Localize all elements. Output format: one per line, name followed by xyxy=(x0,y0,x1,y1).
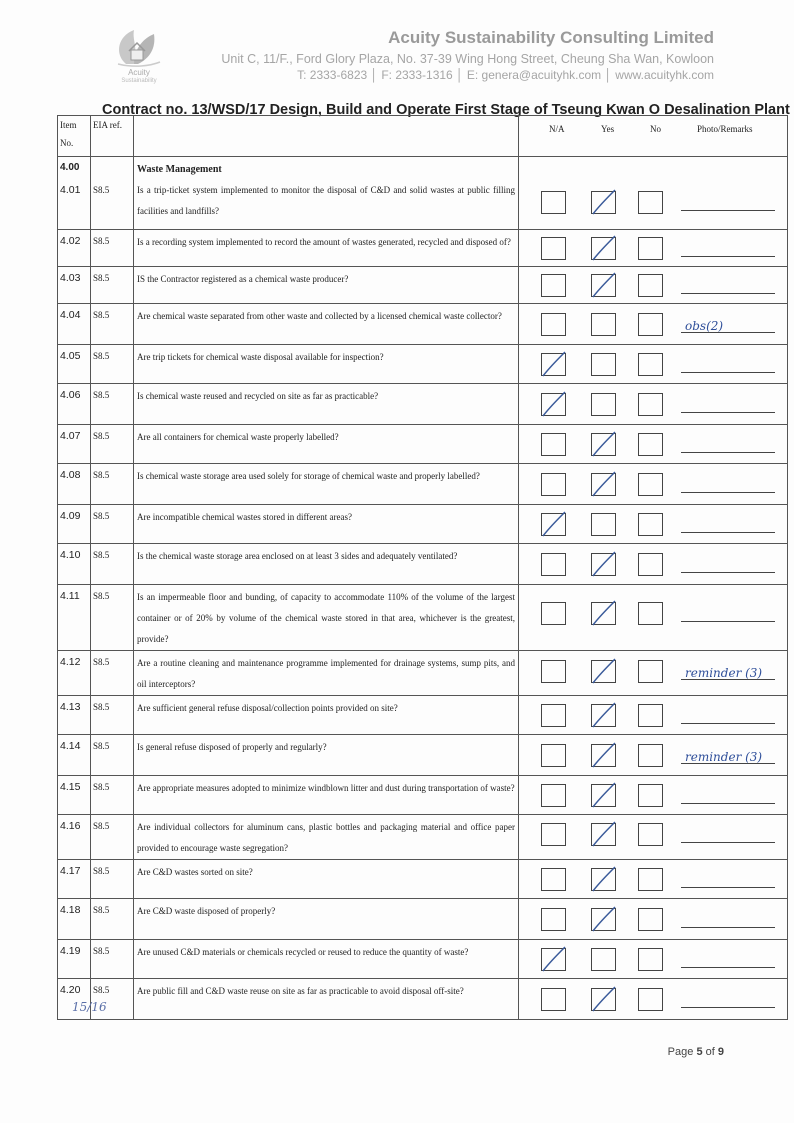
handwritten-remark: reminder (3) xyxy=(685,749,763,764)
question-text: Are appropriate measures adopted to minimize windblown litter and dust during transportation of waste? xyxy=(137,783,515,793)
checkbox-no[interactable] xyxy=(638,823,663,846)
answer-cell xyxy=(519,815,788,860)
table-row xyxy=(58,230,788,267)
item-number: 4.13 xyxy=(60,701,81,713)
question-cell xyxy=(134,157,519,230)
handwritten-note: 15/16 xyxy=(72,1000,107,1014)
company-name: Acuity Sustainability Consulting Limited xyxy=(388,28,714,47)
handwritten-tick-icon xyxy=(589,232,623,264)
question-cell xyxy=(134,544,519,585)
item-number-cell xyxy=(58,157,91,230)
question-cell xyxy=(134,899,519,940)
question-text: Is an impermeable floor and bunding, of capacity to accommodate 110% of the volume of the largest container or of 20% by volume of the chemical waste stored in that area, whichever is the greatest, provide? xyxy=(137,592,515,644)
answer-cell xyxy=(519,464,788,505)
handwritten-tick-icon xyxy=(589,903,623,935)
eia-ref: S8.5 xyxy=(93,905,110,915)
table-row xyxy=(58,157,788,230)
answer-cell xyxy=(519,940,788,979)
section-title: Waste Management xyxy=(137,164,222,175)
checkbox-yes[interactable] xyxy=(591,513,616,536)
eia-ref: S8.5 xyxy=(93,550,110,560)
question-cell xyxy=(134,585,519,651)
eia-ref: S8.5 xyxy=(93,185,110,195)
checkbox-no[interactable] xyxy=(638,237,663,260)
eia-ref: S8.5 xyxy=(93,470,110,480)
handwritten-tick-icon xyxy=(589,818,623,850)
checkbox-no[interactable] xyxy=(638,988,663,1011)
checkbox-na[interactable] xyxy=(541,433,566,456)
item-header-line2: No. xyxy=(60,138,74,148)
question-text: Are sufficient general refuse disposal/collection points provided on site? xyxy=(137,703,398,713)
eia-ref: S8.5 xyxy=(93,431,110,441)
item-number: 4.03 xyxy=(60,272,81,284)
item-number-cell xyxy=(58,899,91,940)
question-cell xyxy=(134,267,519,304)
item-number-cell xyxy=(58,267,91,304)
eia-ref-cell xyxy=(91,860,134,899)
question-text: Is chemical waste storage area used solely for storage of chemical waste and properly labelled? xyxy=(137,471,480,481)
handwritten-remark: obs(2) xyxy=(685,318,724,333)
checkbox-no[interactable] xyxy=(638,908,663,931)
question-text: Are unused C&D materials or chemicals recycled or reused to reduce the quantity of waste? xyxy=(137,947,469,957)
remark-line[interactable] xyxy=(681,256,775,257)
company-address: Unit C, 11/F., Ford Glory Plaza, No. 37-39 Wing Hong Street, Cheung Sha Wan, Kowloon xyxy=(221,52,714,66)
checkbox-na[interactable] xyxy=(541,704,566,727)
eia-ref: S8.5 xyxy=(93,591,110,601)
item-number: 4.09 xyxy=(60,510,81,522)
remark-line[interactable] xyxy=(681,532,775,533)
checklist-table xyxy=(57,115,788,1020)
item-number: 4.20 xyxy=(60,984,81,996)
question-text: Is the chemical waste storage area enclosed on at least 3 sides and adequately ventilated? xyxy=(137,551,458,561)
page-of: of xyxy=(705,1046,715,1058)
checkbox-no[interactable] xyxy=(638,704,663,727)
answer-cell xyxy=(519,979,788,1020)
checkbox-no[interactable] xyxy=(638,868,663,891)
answer-cell xyxy=(519,544,788,585)
eia-ref-cell xyxy=(91,776,134,815)
remark-line[interactable] xyxy=(681,372,775,373)
handwritten-tick-icon xyxy=(589,699,623,731)
answer-cell xyxy=(519,425,788,464)
eia-ref: S8.5 xyxy=(93,236,110,246)
answer-cell xyxy=(519,735,788,776)
answer-cell xyxy=(519,585,788,651)
question-cell xyxy=(134,505,519,544)
question-cell xyxy=(134,776,519,815)
remark-line[interactable] xyxy=(681,723,775,724)
eia-ref: S8.5 xyxy=(93,985,110,995)
item-number-cell xyxy=(58,735,91,776)
checkbox-yes[interactable] xyxy=(591,948,616,971)
checkbox-na[interactable] xyxy=(541,744,566,767)
item-number: 4.17 xyxy=(60,865,81,877)
remark-line[interactable] xyxy=(681,842,775,843)
remark-line[interactable] xyxy=(681,803,775,804)
checkbox-no[interactable] xyxy=(638,602,663,625)
remark-line[interactable] xyxy=(681,412,775,413)
question-text: Are individual collectors for aluminum cans, plastic bottles and packaging material and office paper provided to encourage waste segregation? xyxy=(137,822,515,853)
answer-cell xyxy=(519,776,788,815)
table-row xyxy=(58,304,788,345)
column-header-question xyxy=(134,116,519,157)
handwritten-tick-icon xyxy=(539,508,573,540)
checkbox-no[interactable] xyxy=(638,744,663,767)
eia-ref: S8.5 xyxy=(93,741,110,751)
handwritten-tick-icon xyxy=(589,655,623,687)
eia-ref-cell xyxy=(91,425,134,464)
handwritten-tick-icon xyxy=(589,186,623,218)
eia-ref-cell xyxy=(91,304,134,345)
section-number: 4.00 xyxy=(60,162,80,173)
question-text: Is general refuse disposed of properly and regularly? xyxy=(137,742,327,752)
checkbox-yes[interactable] xyxy=(591,313,616,336)
page-current: 5 xyxy=(696,1046,703,1058)
question-cell xyxy=(134,696,519,735)
question-cell xyxy=(134,230,519,267)
question-text: Are C&D waste disposed of properly? xyxy=(137,906,276,916)
eia-ref: S8.5 xyxy=(93,273,110,283)
question-text: Are a routine cleaning and maintenance programme implemented for drainage systems, sump pits, and oil interceptors? xyxy=(137,658,515,689)
item-number: 4.05 xyxy=(60,350,81,362)
eia-ref-cell xyxy=(91,651,134,696)
item-number: 4.12 xyxy=(60,656,81,668)
answer-cell xyxy=(519,304,788,345)
eia-ref: S8.5 xyxy=(93,657,110,667)
item-number-cell xyxy=(58,544,91,585)
eia-ref-cell xyxy=(91,384,134,425)
remark-line[interactable] xyxy=(681,887,775,888)
question-cell xyxy=(134,464,519,505)
checkbox-na[interactable] xyxy=(541,237,566,260)
table-row xyxy=(58,979,788,1020)
table-row xyxy=(58,585,788,651)
logo-text: Acuity xyxy=(128,68,150,77)
checkbox-no[interactable] xyxy=(638,393,663,416)
eia-ref: S8.5 xyxy=(93,946,110,956)
eia-ref-cell xyxy=(91,815,134,860)
question-text: Are chemical waste separated from other waste and collected by a licensed chemical waste collector? xyxy=(137,311,502,321)
item-number-cell xyxy=(58,696,91,735)
checkbox-na[interactable] xyxy=(541,823,566,846)
item-number: 4.08 xyxy=(60,469,81,481)
remark-line[interactable] xyxy=(681,967,775,968)
answer-cell xyxy=(519,230,788,267)
item-number-cell xyxy=(58,815,91,860)
table-row xyxy=(58,860,788,899)
table-row xyxy=(58,776,788,815)
remark-line[interactable] xyxy=(681,293,775,294)
question-cell xyxy=(134,860,519,899)
handwritten-tick-icon xyxy=(589,548,623,580)
item-number-cell xyxy=(58,425,91,464)
table-row xyxy=(58,384,788,425)
question-cell xyxy=(134,304,519,345)
item-number-cell xyxy=(58,230,91,267)
table-row xyxy=(58,940,788,979)
item-number: 4.19 xyxy=(60,945,81,957)
checkbox-na[interactable] xyxy=(541,274,566,297)
checkbox-no[interactable] xyxy=(638,660,663,683)
question-text: IS the Contractor registered as a chemical waste producer? xyxy=(137,274,349,284)
document-title: Contract no. 13/WSD/17 Design, Build and Operate First Stage of Tseung Kwan O Desalination Plant xyxy=(102,102,790,118)
eia-ref-cell xyxy=(91,230,134,267)
checkbox-na[interactable] xyxy=(541,908,566,931)
eia-ref: S8.5 xyxy=(93,782,110,792)
handwritten-tick-icon xyxy=(539,348,573,380)
checkbox-na[interactable] xyxy=(541,868,566,891)
answer-cell xyxy=(519,696,788,735)
item-number: 4.04 xyxy=(60,309,81,321)
remark-line[interactable] xyxy=(681,927,775,928)
answer-cell xyxy=(519,384,788,425)
eia-ref-cell xyxy=(91,940,134,979)
checkbox-no[interactable] xyxy=(638,433,663,456)
page-label: Page xyxy=(667,1046,694,1058)
item-number-cell xyxy=(58,940,91,979)
question-text: Is a recording system implemented to record the amount of wastes generated, recycled and disposed of? xyxy=(137,237,511,247)
eia-ref-cell xyxy=(91,899,134,940)
checkbox-no[interactable] xyxy=(638,191,663,214)
question-text: Are trip tickets for chemical waste disposal available for inspection? xyxy=(137,352,384,362)
checkbox-yes[interactable] xyxy=(591,353,616,376)
answer-cell xyxy=(519,345,788,384)
handwritten-tick-icon xyxy=(589,779,623,811)
checkbox-no[interactable] xyxy=(638,473,663,496)
eia-ref: S8.5 xyxy=(93,866,110,876)
checkbox-na[interactable] xyxy=(541,313,566,336)
answer-cell xyxy=(519,860,788,899)
answer-cell xyxy=(519,505,788,544)
item-number: 4.18 xyxy=(60,904,81,916)
item-number-cell xyxy=(58,384,91,425)
item-number: 4.01 xyxy=(60,184,81,196)
table-row xyxy=(58,544,788,585)
logo-subtext: Sustainability xyxy=(121,78,157,84)
eia-ref: S8.5 xyxy=(93,310,110,320)
eia-ref-cell xyxy=(91,696,134,735)
answer-cell xyxy=(519,157,788,230)
item-number-cell xyxy=(58,585,91,651)
item-number: 4.16 xyxy=(60,820,81,832)
company-logo xyxy=(104,24,174,94)
eia-ref-cell xyxy=(91,585,134,651)
checkbox-no[interactable] xyxy=(638,313,663,336)
question-text: Are all containers for chemical waste properly labelled? xyxy=(137,432,339,442)
column-header-na: N/A xyxy=(549,124,565,134)
checkbox-na[interactable] xyxy=(541,553,566,576)
remark-line[interactable] xyxy=(681,452,775,453)
page-total: 9 xyxy=(717,1046,724,1058)
eia-ref-cell xyxy=(91,735,134,776)
remark-line[interactable] xyxy=(681,572,775,573)
item-number-cell xyxy=(58,464,91,505)
question-cell xyxy=(134,425,519,464)
item-header-line1: Item xyxy=(60,120,77,130)
table-header-row xyxy=(58,116,788,157)
question-text: Is chemical waste reused and recycled on site as far as practicable? xyxy=(137,391,379,401)
column-header-yes: Yes xyxy=(601,124,615,134)
question-text: Are C&D wastes sorted on site? xyxy=(137,867,253,877)
remark-line[interactable] xyxy=(681,621,775,622)
item-number: 4.10 xyxy=(60,549,81,561)
checkbox-na[interactable] xyxy=(541,988,566,1011)
eia-ref-cell xyxy=(91,464,134,505)
answer-cell xyxy=(519,651,788,696)
handwritten-tick-icon xyxy=(589,269,623,301)
handwritten-tick-icon xyxy=(589,597,623,629)
leaf-house-icon xyxy=(104,24,174,68)
question-text: Is a trip-ticket system implemented to monitor the disposal of C&D and solid wastes at public filling facilities and landfills? xyxy=(137,185,515,216)
column-header-item xyxy=(58,116,91,157)
column-header-remarks: Photo/Remarks xyxy=(697,124,753,134)
question-cell xyxy=(134,815,519,860)
checkbox-yes[interactable] xyxy=(591,393,616,416)
checkbox-na[interactable] xyxy=(541,191,566,214)
checkbox-no[interactable] xyxy=(638,784,663,807)
eia-ref: S8.5 xyxy=(93,390,110,400)
checkbox-no[interactable] xyxy=(638,353,663,376)
table-row xyxy=(58,464,788,505)
table-row xyxy=(58,267,788,304)
handwritten-tick-icon xyxy=(539,388,573,420)
table-row xyxy=(58,815,788,860)
page-number xyxy=(668,1046,724,1058)
answer-cell xyxy=(519,899,788,940)
checkbox-no[interactable] xyxy=(638,948,663,971)
question-cell xyxy=(134,384,519,425)
eia-ref-cell xyxy=(91,345,134,384)
eia-ref-cell xyxy=(91,505,134,544)
eia-ref-cell xyxy=(91,267,134,304)
checkbox-na[interactable] xyxy=(541,784,566,807)
column-header-answers xyxy=(519,116,788,157)
remark-line[interactable] xyxy=(681,1007,775,1008)
question-text: Are public fill and C&D waste reuse on site as far as practicable to avoid disposal off-site? xyxy=(137,986,464,996)
eia-ref-cell xyxy=(91,157,134,230)
table-row xyxy=(58,651,788,696)
table-row xyxy=(58,735,788,776)
item-number-cell xyxy=(58,651,91,696)
answer-cell xyxy=(519,267,788,304)
checkbox-na[interactable] xyxy=(541,602,566,625)
handwritten-tick-icon xyxy=(589,863,623,895)
eia-ref: S8.5 xyxy=(93,511,110,521)
table-row xyxy=(58,425,788,464)
column-header-eia: EIA ref. xyxy=(91,116,134,157)
item-number: 4.02 xyxy=(60,235,81,247)
item-number-cell xyxy=(58,304,91,345)
checkbox-na[interactable] xyxy=(541,473,566,496)
company-contact: T: 2333-6823 │ F: 2333-1316 │ E: genera@acuityhk.com │ www.acuityhk.com xyxy=(297,68,714,82)
column-header-no: No xyxy=(650,124,661,134)
checkbox-no[interactable] xyxy=(638,513,663,536)
question-cell xyxy=(134,345,519,384)
question-cell xyxy=(134,979,519,1020)
item-number: 4.14 xyxy=(60,740,81,752)
question-cell xyxy=(134,651,519,696)
remark-line[interactable] xyxy=(681,210,775,211)
table-row xyxy=(58,696,788,735)
handwritten-tick-icon xyxy=(589,983,623,1015)
checkbox-na[interactable] xyxy=(541,660,566,683)
item-number-cell xyxy=(58,860,91,899)
table-row xyxy=(58,345,788,384)
table-row xyxy=(58,899,788,940)
item-number-cell xyxy=(58,345,91,384)
table-row xyxy=(58,505,788,544)
remark-line[interactable] xyxy=(681,492,775,493)
eia-ref: S8.5 xyxy=(93,351,110,361)
eia-ref-cell xyxy=(91,544,134,585)
eia-ref: S8.5 xyxy=(93,702,110,712)
handwritten-tick-icon xyxy=(589,468,623,500)
question-text: Are incompatible chemical wastes stored in different areas? xyxy=(137,512,352,522)
handwritten-remark: reminder (3) xyxy=(685,665,763,680)
question-cell xyxy=(134,940,519,979)
item-number: 4.11 xyxy=(60,590,80,602)
question-cell xyxy=(134,735,519,776)
item-number: 4.07 xyxy=(60,430,81,442)
handwritten-tick-icon xyxy=(589,428,623,460)
handwritten-tick-icon xyxy=(589,739,623,771)
item-number: 4.15 xyxy=(60,781,81,793)
eia-ref: S8.5 xyxy=(93,821,110,831)
checkbox-no[interactable] xyxy=(638,274,663,297)
item-number-cell xyxy=(58,776,91,815)
handwritten-tick-icon xyxy=(539,943,573,975)
item-number-cell xyxy=(58,505,91,544)
item-number: 4.06 xyxy=(60,389,81,401)
checkbox-no[interactable] xyxy=(638,553,663,576)
